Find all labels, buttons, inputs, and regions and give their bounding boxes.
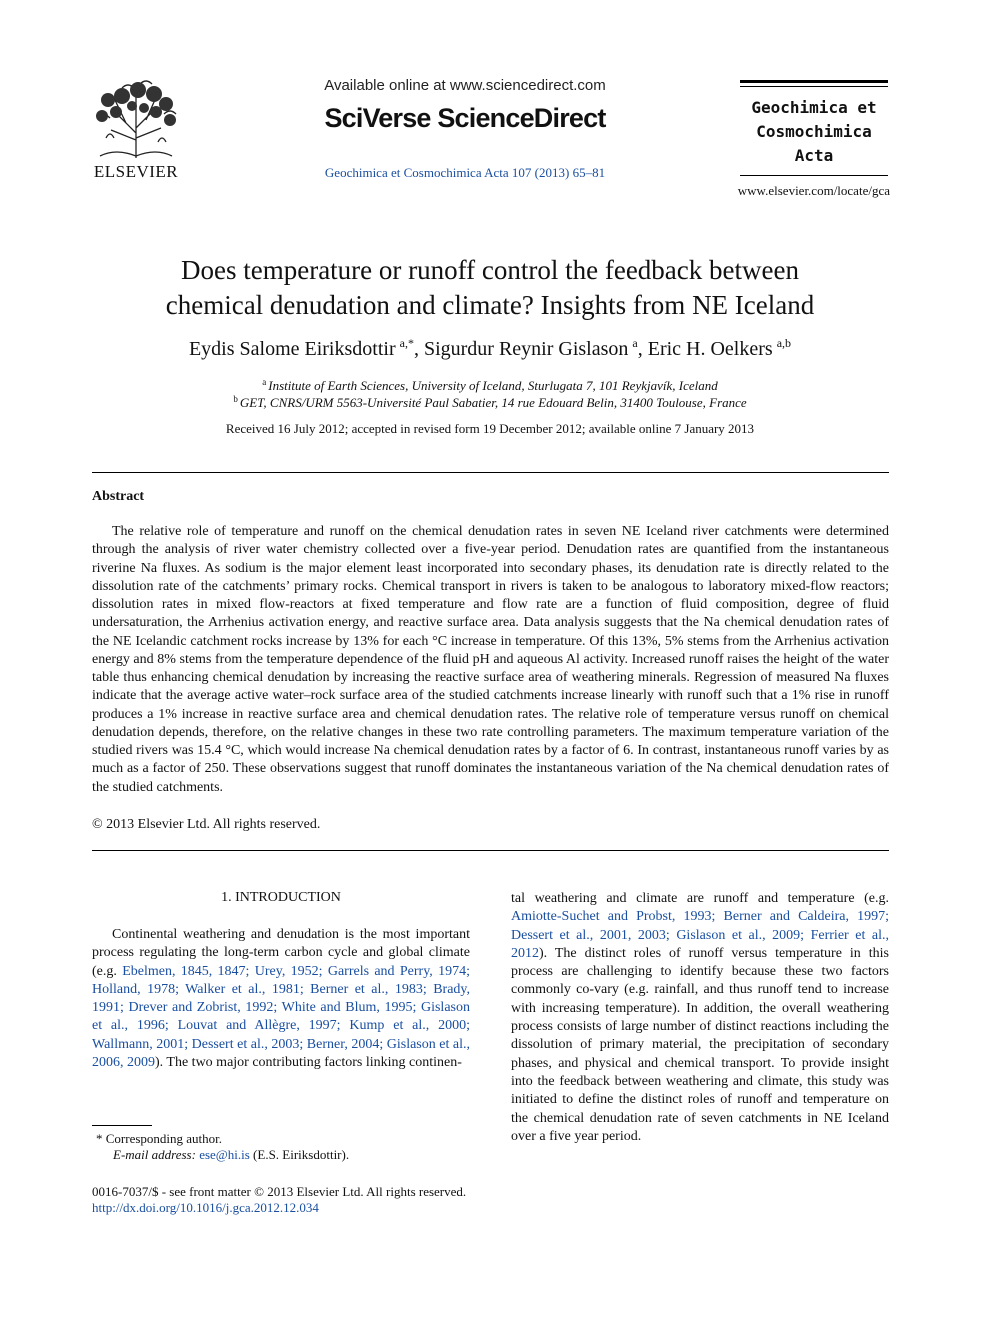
journal-citation[interactable]: Geochimica et Cosmochimica Acta 107 (2013) 65–81 (324, 165, 606, 180)
abstract-body: The relative role of temperature and runoff on the chemical denudation rates in seven NE Iceland river catchments were determined through the analysis of river water chemistry collected over a five-year period. Denudation rates are quantified from the instantaneous riverine Na fluxes. As sodium is the major element least incorporated into secondary phases, its denudation rate is directly related to the dissolution rate of the catchments’ primary rocks. Chemical transport in rivers is taken to be analogous to laboratory mixed-flow reactors; dissolution rates in mixed flow-reactors at fixed temperature and flow rate are a function of fluid composition, degree of fluid undersaturation, the Arrhenius activation energy, and reactive surface area. Data analysis suggests that the Na chemical denudation rates of the NE Icelandic catchment rocks increase by 13% for each °C increase in temperature. Of this 13%, 5% stems from the Arrhenius activation energy and 8% stems from the temperature dependence of the fluid pH and aqueous Al activity. Increased runoff raises the height of the water table thus enhancing chemical denudation by increasing the reactive surface area of weathering minerals. Regression of measured Na fluxes indicate that the average active water–rock surface area of the studied catchments increase linearly with runoff such that a 1% rise in runoff produces a 1% increase in reactive surface area and chemical denudation rates. The relative role of temperature versus runoff on chemical denudation depends, therefore, on the relative changes in these two rate controlling parameters. The maximum temperature variation of the studied rivers was 15.4 °C, which would increase Na chemical denudation rates by a factor of 6. In contrast, instantaneous runoff varies by as much as a factor of 250. These observations suggest that runoff dominates the instantaneous variation of the Na chemical denudation rates of the studied catchments. (92, 524, 889, 795)
body-text: Continental weathering and denudation is the most important process regulating the long-term carbon cycle and global climate (e.g. (92, 927, 470, 979)
affiliation-text: Institute of Earth Sciences, University of Iceland, Sturlugata 7, 101 Reykjavík, Iceland (268, 378, 718, 393)
citation-link[interactable]: Ebelmen, 1845, 1847; Urey, 1952; Garrels and Perry, 1974; Holland, 1978; Walker et al., 1981; Berner et al., 1983; Brady, 1991; Drever and Zobrist, 1992; White and Blum, 1995; Gislason et al., 1996; Louvat and Allègre, 1997; Kump et al., 2000; Wallmann, 2001; Dessert et al., 2003; Berner, 2004; Gislason et al., 2006, 2009 (92, 963, 470, 1071)
abstract-bottom-rule (92, 850, 889, 851)
journal-url[interactable]: www.elsevier.com/locate/gca (737, 183, 890, 198)
affiliation-mark: b (233, 394, 238, 404)
abstract-top-rule (92, 472, 889, 473)
introduction-right-column (511, 890, 889, 1146)
author-affiliation-mark: a,b (776, 336, 792, 350)
journal-title-line: Cosmochimica (756, 122, 872, 141)
affiliation-b (90, 394, 890, 411)
body-text: ). The two major contributing factors linking continen- (155, 1055, 462, 1071)
author-affiliation-mark: a,* (399, 336, 414, 350)
article-title (90, 253, 890, 323)
citation-link[interactable]: Amiotte-Suchet and Probst, 1993; Berner and Caldeira, 1997; Dessert et al., 2001, 2003; Gislason et al., 2009; Ferrier et al., 2012 (511, 909, 889, 961)
doi-link[interactable]: http://dx.doi.org/10.1016/j.gca.2012.12.034 (92, 1200, 319, 1215)
affiliation-a (90, 377, 890, 394)
body-text: ). The distinct roles of runoff versus temperature in this process are challenging to identify because these two factors commonly co-vary (e.g. rainfall, and thus runoff tend to increase with increasing temperature). In addition, the overall weathering process consists of large number of distinct reactions including the dissolution of primary material, the precipitation of secondary phases, and physical and chemical transport. To provide insight into the feedback between weathering and climate, this study was initiated to define the distinct roles of runoff and temperature on the chemical denudation rate of seven catchments in NE Iceland over a five year period. (511, 945, 889, 1144)
affiliation-text: GET, CNRS/URM 5563-Université Paul Sabatier, 14 rue Edouard Belin, 31400 Toulouse, France (239, 395, 747, 410)
author-name[interactable]: Eydis Salome Eiriksdottir (188, 338, 396, 360)
journal-box-bottom-rule (740, 175, 888, 176)
author-separator: , (637, 338, 648, 360)
abstract-heading: Abstract (92, 489, 145, 504)
author-list (90, 336, 890, 361)
available-online-note: Available online at www.sciencedirect.com (324, 77, 606, 94)
email-footnote (113, 1147, 349, 1163)
journal-box-top-thin-rule (740, 86, 888, 87)
journal-title-line: Acta (794, 146, 834, 165)
journal-box-top-rule (740, 80, 888, 83)
email-owner: (E.S. Eiriksdottir). (253, 1147, 350, 1162)
author-separator: , (413, 338, 424, 360)
journal-title (740, 96, 888, 168)
corresponding-author-note: * Corresponding author. (96, 1131, 223, 1146)
elsevier-wordmark: ELSEVIER (93, 162, 179, 181)
article-title-line: Does temperature or runoff control the feedback between (181, 255, 799, 285)
introduction-left-column (92, 926, 470, 1072)
abstract-copyright: © 2013 Elsevier Ltd. All rights reserved. (92, 817, 321, 832)
sciencedirect-brand[interactable]: SciVerse ScienceDirect (324, 103, 606, 133)
email-link[interactable]: ese@hi.is (199, 1147, 250, 1162)
journal-title-line: Geochimica et (751, 98, 877, 117)
section-heading-introduction: 1. INTRODUCTION (221, 890, 341, 905)
issn-line: 0016-7037/$ - see front matter © 2013 Elsevier Ltd. All rights reserved. (92, 1184, 467, 1199)
article-title-line: chemical denudation and climate? Insights from NE Iceland (165, 290, 815, 320)
body-text: tal weathering and climate are runoff and temperature (e.g. (511, 891, 889, 906)
author-name[interactable]: Eric H. Oelkers (647, 338, 773, 360)
affiliation-mark: a (262, 377, 267, 387)
article-history: Received 16 July 2012; accepted in revised form 19 December 2012; available online 7 January 2013 (225, 421, 755, 436)
elsevier-logo (86, 78, 186, 186)
footnote-rule (92, 1125, 152, 1126)
email-label: E-mail address: (113, 1147, 196, 1162)
author-affiliation-mark: a (632, 336, 638, 350)
author-name[interactable]: Sigurdur Reynir Gislason (423, 338, 629, 360)
